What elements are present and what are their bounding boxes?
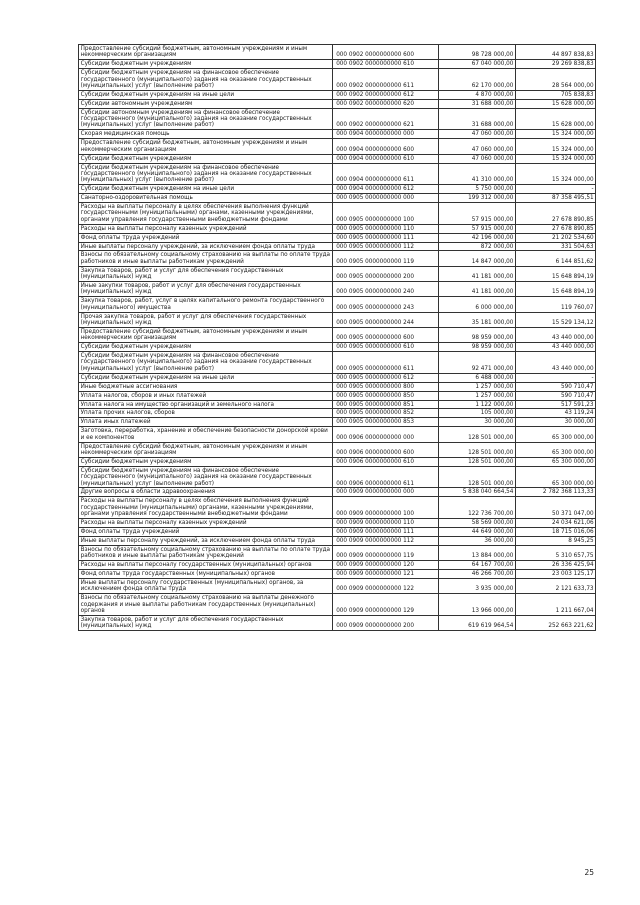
row-approved-value: 35 181 000,00 <box>438 312 515 327</box>
row-executed-value: 15 628 000,00 <box>515 108 595 130</box>
table-row <box>79 570 596 579</box>
row-executed-value: 705 838,83 <box>515 90 595 99</box>
table-row <box>79 282 596 297</box>
table-row <box>79 382 596 391</box>
table-row <box>79 427 596 442</box>
row-code: 000 0905 0000000000 100 <box>333 203 439 225</box>
row-approved-value: 13 966 000,00 <box>438 594 515 616</box>
row-approved-value: 128 501 000,00 <box>438 442 515 457</box>
row-code: 000 0909 0000000000 111 <box>333 527 439 536</box>
row-approved-value: 58 569 000,00 <box>438 519 515 528</box>
row-approved-value: 122 736 700,00 <box>438 497 515 519</box>
row-code: 000 0909 0000000000 110 <box>333 519 439 528</box>
row-code: 000 0909 0000000000 200 <box>333 615 439 630</box>
table-row <box>79 266 596 281</box>
row-name: Прочая закупка товаров, работ и услуг для обеспечения государственных (муниципальных) нужд <box>79 312 333 327</box>
row-executed-value: 15 324 000,00 <box>515 139 595 154</box>
row-executed-value: 8 945,25 <box>515 536 595 545</box>
row-approved-value: 41 181 000,00 <box>438 266 515 281</box>
row-approved-value: 199 312 000,00 <box>438 194 515 203</box>
row-code: 000 0905 0000000000 851 <box>333 400 439 409</box>
table-row <box>79 139 596 154</box>
row-name: Субсидии бюджетным учреждениям на иные цели <box>79 373 333 382</box>
table-row <box>79 233 596 242</box>
row-executed-value: 331 504,63 <box>515 242 595 251</box>
row-executed-value: 517 591,23 <box>515 400 595 409</box>
row-executed-value: 43 440 000,00 <box>515 352 595 374</box>
row-name: Расходы на выплаты персоналу государственных (муниципальных) органов <box>79 561 333 570</box>
row-executed-value: 23 003 125,17 <box>515 570 595 579</box>
table-row <box>79 536 596 545</box>
row-code: 000 0905 0000000000 852 <box>333 409 439 418</box>
row-name: Фонд оплаты труда государственных (муниципальных) органов <box>79 570 333 579</box>
row-approved-value: 1 122 000,00 <box>438 400 515 409</box>
table-row <box>79 251 596 266</box>
row-executed-value: 2 121 633,73 <box>515 578 595 593</box>
row-name: Субсидии бюджетным учреждениям на финансовое обеспечение государственного (муниципального) задания на оказание государственных (муниципальных) услуг (выполнение работ) <box>79 163 333 185</box>
row-name: Субсидии бюджетным учреждениям на иные цели <box>79 90 333 99</box>
row-name: Иные выплаты персоналу учреждений, за исключением фонда оплаты труда <box>79 242 333 251</box>
row-name: Другие вопросы в области здравоохранения <box>79 488 333 497</box>
row-approved-value: 41 310 000,00 <box>438 163 515 185</box>
row-code: 000 0902 0000000000 611 <box>333 69 439 91</box>
row-code: 000 0905 0000000000 800 <box>333 382 439 391</box>
row-executed-value: 15 324 000,00 <box>515 130 595 139</box>
table-row <box>79 418 596 427</box>
row-name: Субсидии бюджетным учреждениям <box>79 154 333 163</box>
row-code: 000 0905 0000000000 110 <box>333 224 439 233</box>
row-approved-value: 3 935 000,00 <box>438 578 515 593</box>
row-name: Скорая медицинская помощь <box>79 130 333 139</box>
table-row <box>79 224 596 233</box>
page-number: 25 <box>584 868 594 877</box>
table-row <box>79 343 596 352</box>
row-code: 000 0902 0000000000 612 <box>333 90 439 99</box>
row-approved-value: 57 915 000,00 <box>438 203 515 225</box>
row-approved-value: 5 750 000,00 <box>438 185 515 194</box>
row-executed-value: 26 336 425,94 <box>515 561 595 570</box>
row-executed-value: 43 440 000,00 <box>515 343 595 352</box>
row-code: 000 0902 0000000000 621 <box>333 108 439 130</box>
row-code: 000 0909 0000000000 129 <box>333 594 439 616</box>
table-row <box>79 466 596 488</box>
table-row <box>79 242 596 251</box>
row-approved-value: 105 000,00 <box>438 409 515 418</box>
row-name: Иные бюджетные ассигнования <box>79 382 333 391</box>
row-name: Уплата иных платежей <box>79 418 333 427</box>
row-code: 000 0905 0000000000 850 <box>333 391 439 400</box>
table-row <box>79 60 596 69</box>
row-approved-value: 46 266 700,00 <box>438 570 515 579</box>
row-code: 000 0905 0000000000 244 <box>333 312 439 327</box>
row-approved-value: 6 488 000,00 <box>438 373 515 382</box>
row-code: 000 0909 0000000000 122 <box>333 578 439 593</box>
row-approved-value: 57 915 000,00 <box>438 224 515 233</box>
row-name: Субсидии автономным учреждениям на финансовое обеспечение государственного (муниципального) задания на оказание государственных (муниципальных) услуг (выполнение работ) <box>79 108 333 130</box>
row-code: 000 0904 0000000000 000 <box>333 130 439 139</box>
row-executed-value: 590 710,47 <box>515 382 595 391</box>
row-executed-value: - <box>515 185 595 194</box>
row-name: Уплата налога на имущество организаций и земельного налога <box>79 400 333 409</box>
row-approved-value: 67 040 000,00 <box>438 60 515 69</box>
row-executed-value: 43 440 000,00 <box>515 327 595 342</box>
table-row <box>79 497 596 519</box>
row-executed-value: 15 648 894,19 <box>515 266 595 281</box>
row-approved-value: 47 060 000,00 <box>438 139 515 154</box>
table-row <box>79 130 596 139</box>
row-approved-value: 872 000,00 <box>438 242 515 251</box>
row-name: Субсидии бюджетным учреждениям на финансовое обеспечение государственного (муниципального) задания на оказание государственных (муниципальных) услуг (выполнение работ) <box>79 466 333 488</box>
table-row <box>79 194 596 203</box>
table-row <box>79 352 596 374</box>
row-approved-value: 44 649 000,00 <box>438 527 515 536</box>
row-executed-value: 30 000,00 <box>515 418 595 427</box>
row-executed-value: 119 760,07 <box>515 297 595 312</box>
row-name: Субсидии бюджетным учреждениям на иные цели <box>79 185 333 194</box>
table-row <box>79 373 596 382</box>
row-code: 000 0909 0000000000 112 <box>333 536 439 545</box>
row-approved-value: 47 060 000,00 <box>438 130 515 139</box>
row-name: Фонд оплаты труда учреждений <box>79 233 333 242</box>
row-approved-value: 98 728 000,00 <box>438 45 515 60</box>
row-executed-value: 29 269 838,83 <box>515 60 595 69</box>
row-executed-value: 6 144 851,62 <box>515 251 595 266</box>
row-executed-value: 15 628 000,00 <box>515 99 595 108</box>
row-code: 000 0904 0000000000 600 <box>333 139 439 154</box>
row-code: 000 0909 0000000000 121 <box>333 570 439 579</box>
row-name: Закупка товаров, работ, услуг в целях капитального ремонта государственного (муниципального) имущества <box>79 297 333 312</box>
row-code: 000 0904 0000000000 610 <box>333 154 439 163</box>
row-name: Предоставление субсидий бюджетным, автономным учреждениям и иным некоммерческим организациям <box>79 139 333 154</box>
table-row <box>79 69 596 91</box>
table-row <box>79 108 596 130</box>
row-executed-value: 21 202 534,60 <box>515 233 595 242</box>
row-approved-value: 128 501 000,00 <box>438 427 515 442</box>
table-row <box>79 312 596 327</box>
row-name: Иные выплаты персоналу государственных (муниципальных) органов, за исключением фонда оплаты труда <box>79 578 333 593</box>
row-name: Субсидии бюджетным учреждениям <box>79 60 333 69</box>
row-name: Уплата налогов, сборов и иных платежей <box>79 391 333 400</box>
row-code: 000 0904 0000000000 611 <box>333 163 439 185</box>
row-code: 000 0902 0000000000 610 <box>333 60 439 69</box>
row-executed-value: 18 715 016,06 <box>515 527 595 536</box>
row-name: Субсидии бюджетным учреждениям на финансовое обеспечение государственного (муниципального) задания на оказание государственных (муниципальных) услуг (выполнение работ) <box>79 69 333 91</box>
row-name: Субсидии бюджетным учреждениям <box>79 343 333 352</box>
table-row <box>79 442 596 457</box>
row-executed-value: 27 678 890,85 <box>515 224 595 233</box>
row-executed-value: 1 211 667,04 <box>515 594 595 616</box>
row-code: 000 0905 0000000000 243 <box>333 297 439 312</box>
row-name: Закупка товаров, работ и услуг для обеспечения государственных (муниципальных) нужд <box>79 266 333 281</box>
row-name: Заготовка, переработка, хранение и обеспечение безопасности донорской крови и ее компонентов <box>79 427 333 442</box>
row-executed-value: 65 300 000,00 <box>515 442 595 457</box>
row-name: Взносы по обязательному социальному страхованию на выплаты денежного содержания и иные выплаты работникам государственных (муниципальных) органов <box>79 594 333 616</box>
row-executed-value: 2 782 368 113,33 <box>515 488 595 497</box>
row-code: 000 0905 0000000000 611 <box>333 352 439 374</box>
row-name: Закупка товаров, работ и услуг для обеспечения государственных (муниципальных) нужд <box>79 615 333 630</box>
row-name: Субсидии бюджетным учреждениям <box>79 457 333 466</box>
row-code: 000 0905 0000000000 610 <box>333 343 439 352</box>
row-executed-value: - <box>515 373 595 382</box>
row-approved-value: 36 000,00 <box>438 536 515 545</box>
row-executed-value: 252 663 221,62 <box>515 615 595 630</box>
row-approved-value: 128 501 000,00 <box>438 457 515 466</box>
table-row <box>79 203 596 225</box>
row-approved-value: 1 257 000,00 <box>438 391 515 400</box>
row-executed-value: 15 324 000,00 <box>515 163 595 185</box>
table-row <box>79 519 596 528</box>
table-row <box>79 391 596 400</box>
row-name: Субсидии бюджетным учреждениям на финансовое обеспечение государственного (муниципального) задания на оказание государственных (муниципальных) услуг (выполнение работ) <box>79 352 333 374</box>
table-row <box>79 163 596 185</box>
row-name: Расходы на выплаты персоналу в целях обеспечения выполнения функций государственными (муниципальными) органами, казенными учреждениями, органами управления государственными внебюджетными фондами <box>79 497 333 519</box>
row-approved-value: 64 167 700,00 <box>438 561 515 570</box>
row-code: 000 0905 0000000000 119 <box>333 251 439 266</box>
row-name: Уплата прочих налогов, сборов <box>79 409 333 418</box>
row-name: Предоставление субсидий бюджетным, автономным учреждениям и иным некоммерческим организациям <box>79 45 333 60</box>
table-row <box>79 90 596 99</box>
table-row <box>79 527 596 536</box>
table-row <box>79 99 596 108</box>
row-approved-value: 98 959 000,00 <box>438 327 515 342</box>
row-executed-value: 5 310 657,75 <box>515 545 595 560</box>
row-name: Предоставление субсидий бюджетным, автономным учреждениям и иным некоммерческим организациям <box>79 442 333 457</box>
row-approved-value: 5 838 040 664,54 <box>438 488 515 497</box>
row-executed-value: 44 897 838,83 <box>515 45 595 60</box>
row-code: 000 0905 0000000000 111 <box>333 233 439 242</box>
row-code: 000 0906 0000000000 611 <box>333 466 439 488</box>
row-approved-value: 92 471 000,00 <box>438 352 515 374</box>
row-executed-value: 28 564 000,00 <box>515 69 595 91</box>
row-executed-value: 65 300 000,00 <box>515 457 595 466</box>
row-code: 000 0905 0000000000 612 <box>333 373 439 382</box>
row-code: 000 0905 0000000000 600 <box>333 327 439 342</box>
row-name: Взносы по обязательному социальному страхованию на выплаты по оплате труда работников и иные выплаты работникам учреждений <box>79 545 333 560</box>
row-code: 000 0902 0000000000 620 <box>333 99 439 108</box>
row-code: 000 0909 0000000000 120 <box>333 561 439 570</box>
row-code: 000 0909 0000000000 119 <box>333 545 439 560</box>
row-executed-value: 27 678 890,85 <box>515 203 595 225</box>
row-code: 000 0906 0000000000 610 <box>333 457 439 466</box>
row-code: 000 0905 0000000000 000 <box>333 194 439 203</box>
row-code: 000 0905 0000000000 200 <box>333 266 439 281</box>
row-name: Фонд оплаты труда учреждений <box>79 527 333 536</box>
row-approved-value: 31 688 000,00 <box>438 108 515 130</box>
row-code: 000 0906 0000000000 000 <box>333 427 439 442</box>
table-row <box>79 615 596 630</box>
row-approved-value: 6 000 000,00 <box>438 297 515 312</box>
row-name: Санаторно-оздоровительная помощь <box>79 194 333 203</box>
row-code: 000 0905 0000000000 112 <box>333 242 439 251</box>
table-body <box>79 45 596 631</box>
row-approved-value: 13 884 000,00 <box>438 545 515 560</box>
row-executed-value: 590 710,47 <box>515 391 595 400</box>
table-row <box>79 297 596 312</box>
row-executed-value: 15 648 894,19 <box>515 282 595 297</box>
row-code: 000 0905 0000000000 240 <box>333 282 439 297</box>
table-row <box>79 409 596 418</box>
row-executed-value: 43 119,24 <box>515 409 595 418</box>
row-approved-value: 30 000,00 <box>438 418 515 427</box>
table-row <box>79 457 596 466</box>
row-approved-value: 98 959 000,00 <box>438 343 515 352</box>
row-code: 000 0905 0000000000 853 <box>333 418 439 427</box>
row-approved-value: 128 501 000,00 <box>438 466 515 488</box>
row-name: Предоставление субсидий бюджетным, автономным учреждениям и иным некоммерческим организациям <box>79 327 333 342</box>
row-name: Расходы на выплаты персоналу казенных учреждений <box>79 224 333 233</box>
table-row <box>79 154 596 163</box>
table-row <box>79 400 596 409</box>
row-approved-value: 14 847 000,00 <box>438 251 515 266</box>
row-name: Взносы по обязательному социальному страхованию на выплаты по оплате труда работников и иные выплаты работникам учреждений <box>79 251 333 266</box>
row-code: 000 0909 0000000000 100 <box>333 497 439 519</box>
table-row <box>79 578 596 593</box>
row-code: 000 0904 0000000000 612 <box>333 185 439 194</box>
row-executed-value: 50 371 047,00 <box>515 497 595 519</box>
table-row <box>79 327 596 342</box>
row-executed-value: 87 358 495,51 <box>515 194 595 203</box>
row-approved-value: 62 170 000,00 <box>438 69 515 91</box>
row-name: Расходы на выплаты персоналу в целях обеспечения выполнения функций государственными (муниципальными) органами, казенными учреждениями, органами управления государственными внебюджетными фондами <box>79 203 333 225</box>
row-approved-value: 31 688 000,00 <box>438 99 515 108</box>
table-row <box>79 561 596 570</box>
row-name: Расходы на выплаты персоналу казенных учреждений <box>79 519 333 528</box>
row-name: Субсидии автономным учреждениям <box>79 99 333 108</box>
expenditure-table <box>78 44 596 631</box>
row-name: Иные закупки товаров, работ и услуг для обеспечения государственных (муниципальных) нужд <box>79 282 333 297</box>
table-row <box>79 545 596 560</box>
row-approved-value: 1 257 000,00 <box>438 382 515 391</box>
row-approved-value: 42 196 000,00 <box>438 233 515 242</box>
table-row <box>79 594 596 616</box>
row-executed-value: 65 300 000,00 <box>515 466 595 488</box>
row-executed-value: 24 034 621,06 <box>515 519 595 528</box>
row-executed-value: 15 324 000,00 <box>515 154 595 163</box>
row-name: Иные выплаты персоналу учреждений, за исключением фонда оплаты труда <box>79 536 333 545</box>
row-approved-value: 619 619 964,54 <box>438 615 515 630</box>
row-code: 000 0906 0000000000 600 <box>333 442 439 457</box>
row-code: 000 0902 0000000000 600 <box>333 45 439 60</box>
row-code: 000 0909 0000000000 000 <box>333 488 439 497</box>
row-approved-value: 41 181 000,00 <box>438 282 515 297</box>
table-row <box>79 185 596 194</box>
table-row <box>79 45 596 60</box>
row-approved-value: 47 060 000,00 <box>438 154 515 163</box>
row-executed-value: 65 300 000,00 <box>515 427 595 442</box>
row-approved-value: 4 870 000,00 <box>438 90 515 99</box>
table-row <box>79 488 596 497</box>
row-executed-value: 15 529 134,12 <box>515 312 595 327</box>
